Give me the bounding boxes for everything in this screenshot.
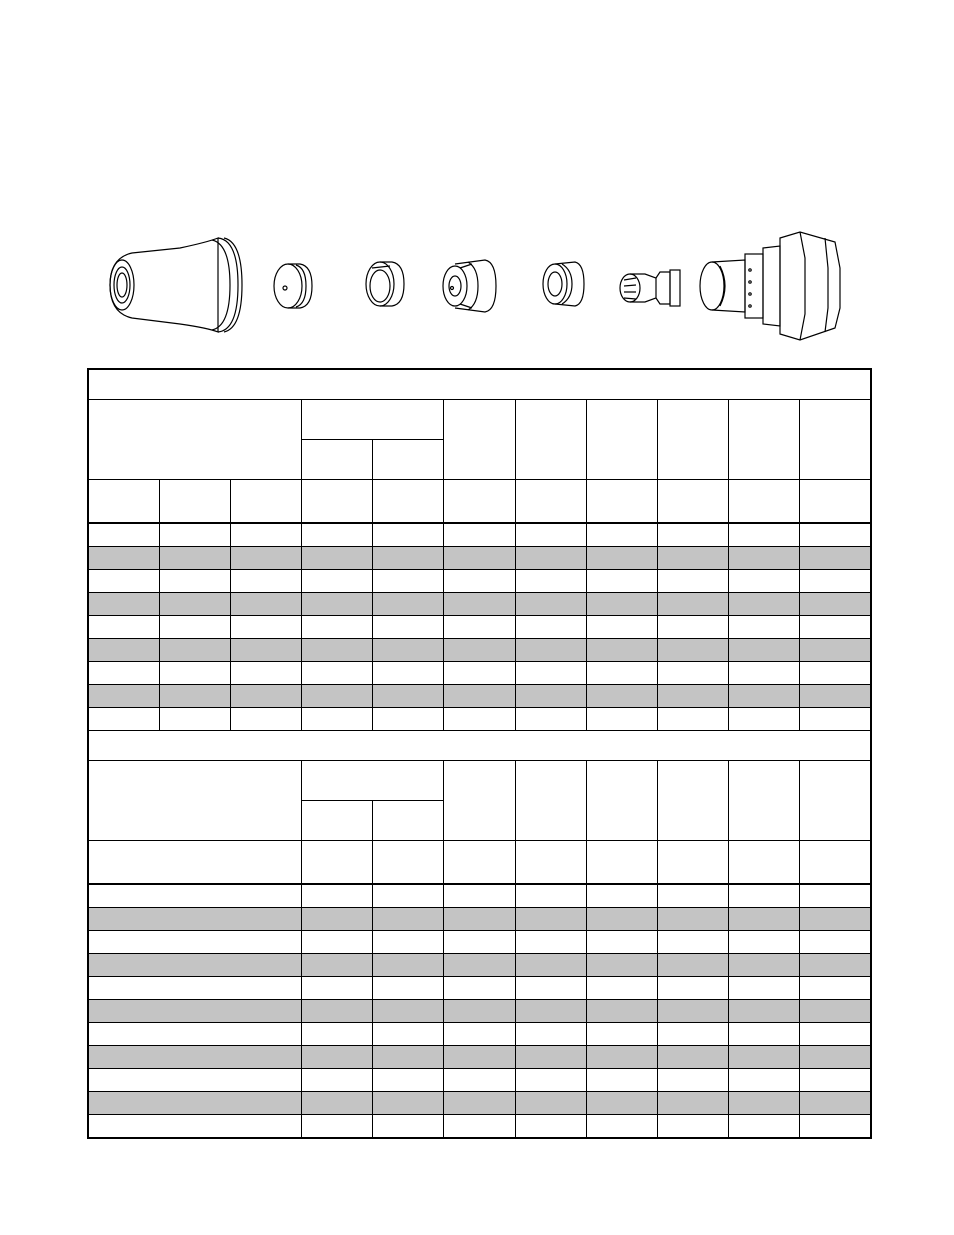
header-cell — [372, 801, 443, 841]
header-cell — [728, 841, 799, 885]
header-cell — [657, 841, 728, 885]
header-cell — [657, 761, 728, 841]
header-cell — [301, 440, 372, 480]
header-cell — [88, 761, 301, 841]
header-cell — [728, 761, 799, 841]
header-cell — [301, 400, 443, 440]
table-row — [88, 662, 871, 685]
header-cell — [586, 400, 657, 480]
header-cell — [443, 761, 515, 841]
table-row — [88, 1115, 871, 1139]
table-title — [88, 369, 871, 400]
header-cell — [230, 480, 301, 524]
table-row — [88, 1092, 871, 1115]
header-cell — [301, 841, 372, 885]
header-cell — [799, 480, 871, 524]
header-cell — [657, 480, 728, 524]
table-row — [88, 523, 871, 547]
table-row — [88, 884, 871, 908]
header-cell — [88, 400, 301, 480]
header-cell — [88, 841, 301, 885]
table-row — [88, 547, 871, 570]
header-cell — [799, 400, 871, 480]
table-row — [88, 1069, 871, 1092]
table-row — [88, 570, 871, 593]
header-cell — [728, 400, 799, 480]
header-cell — [443, 480, 515, 524]
header-cell — [515, 841, 586, 885]
electrode-icon — [620, 270, 680, 306]
table-row — [88, 616, 871, 639]
table-row — [88, 954, 871, 977]
table-row — [88, 1000, 871, 1023]
table-row — [88, 931, 871, 954]
table-row — [88, 593, 871, 616]
table-row — [88, 908, 871, 931]
header-cell — [515, 480, 586, 524]
consumables-table — [87, 368, 870, 1139]
header-cell — [372, 480, 443, 524]
nozzle-retaining-cap-icon — [543, 262, 584, 306]
header-cell — [515, 400, 586, 480]
table-row — [88, 1023, 871, 1046]
header-cell — [372, 440, 443, 480]
header-cell — [515, 761, 586, 841]
swirl-ring-icon — [366, 262, 404, 306]
header-cell — [657, 400, 728, 480]
shield-cap-icon — [274, 264, 312, 308]
header-cell — [88, 480, 159, 524]
table-row — [88, 685, 871, 708]
header-cell — [443, 400, 515, 480]
torch-body-icon — [700, 232, 840, 340]
header-cell — [301, 480, 372, 524]
header-cell — [443, 841, 515, 885]
section-title — [88, 731, 871, 761]
header-cell — [586, 761, 657, 841]
nozzle-icon — [443, 260, 496, 312]
table-row — [88, 708, 871, 731]
table-row — [88, 639, 871, 662]
header-cell — [728, 480, 799, 524]
header-cell — [586, 480, 657, 524]
header-cell — [372, 841, 443, 885]
shield-icon — [110, 238, 242, 332]
header-cell — [159, 480, 230, 524]
header-cell — [301, 761, 443, 801]
header-cell — [799, 841, 871, 885]
header-cell — [799, 761, 871, 841]
table-row — [88, 977, 871, 1000]
header-cell — [586, 841, 657, 885]
consumable-parts-illustration — [100, 228, 860, 346]
table-row — [88, 1046, 871, 1069]
header-cell — [301, 801, 372, 841]
